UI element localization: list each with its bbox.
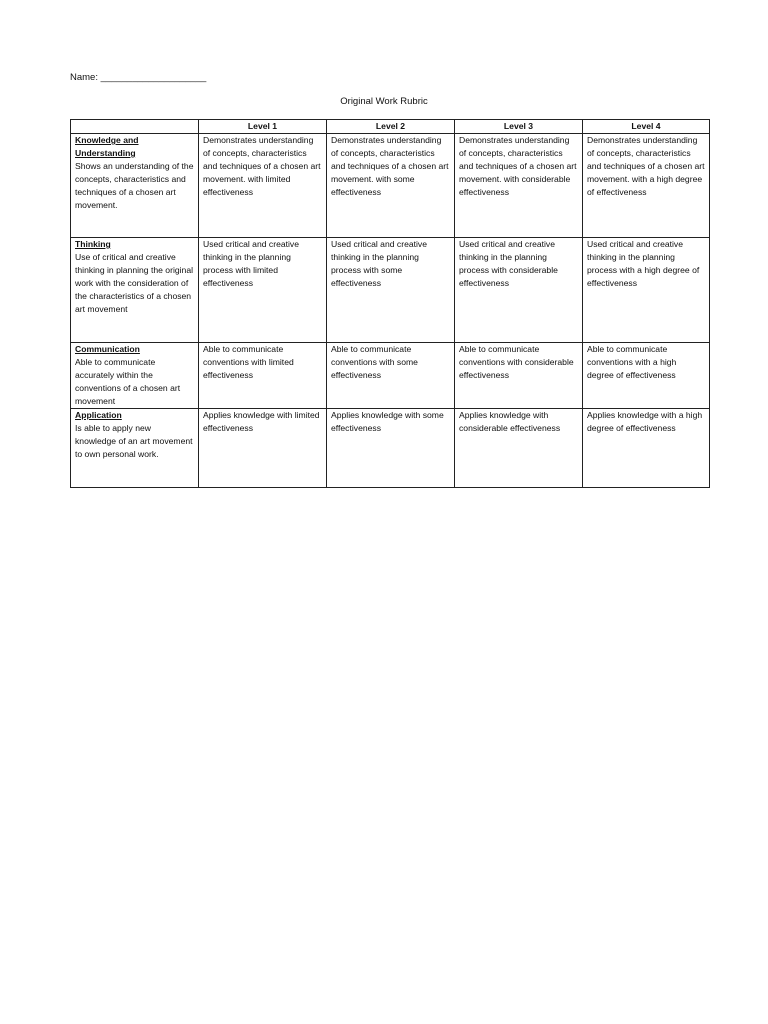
criterion-description: Shows an understanding of the concepts, characteristics and techniques of a chosen art movement. bbox=[75, 161, 194, 210]
criterion-title: Thinking bbox=[75, 239, 111, 249]
level-2-cell: Able to communicate conventions with some effectiveness bbox=[327, 343, 455, 409]
level-2-cell: Used critical and creative thinking in the planning process with some effectiveness bbox=[327, 238, 455, 343]
criterion-title: Knowledge and Understanding bbox=[75, 135, 139, 158]
rubric-table bbox=[70, 119, 710, 488]
criterion-cell bbox=[71, 343, 199, 409]
column-header-level-1: Level 1 bbox=[199, 120, 327, 134]
criterion-cell bbox=[71, 134, 199, 238]
criterion-title: Application bbox=[75, 410, 122, 420]
level-3-cell: Applies knowledge with considerable effectiveness bbox=[455, 409, 583, 488]
level-3-cell: Able to communicate conventions with considerable effectiveness bbox=[455, 343, 583, 409]
criterion-title: Communication bbox=[75, 344, 140, 354]
table-row-thinking bbox=[71, 238, 710, 343]
level-4-cell: Demonstrates understanding of concepts, characteristics and techniques of a chosen art movement. with a high degree of effectiveness bbox=[583, 134, 710, 238]
level-1-cell: Able to communicate conventions with limited effectiveness bbox=[199, 343, 327, 409]
level-4-cell: Able to communicate conventions with a high degree of effectiveness bbox=[583, 343, 710, 409]
column-header-level-4: Level 4 bbox=[583, 120, 710, 134]
column-header-criterion bbox=[71, 120, 199, 134]
criterion-description: Use of critical and creative thinking in planning the original work with the consideration of the characteristics of a chosen art movement bbox=[75, 252, 194, 314]
level-4-cell: Used critical and creative thinking in the planning process with a high degree of effectiveness bbox=[583, 238, 710, 343]
criterion-cell bbox=[71, 409, 199, 488]
level-4-cell: Applies knowledge with a high degree of effectiveness bbox=[583, 409, 710, 488]
level-1-cell: Applies knowledge with limited effectiveness bbox=[199, 409, 327, 488]
table-row-knowledge bbox=[71, 134, 710, 238]
level-2-cell: Demonstrates understanding of concepts, characteristics and techniques of a chosen art movement. with some effectiveness bbox=[327, 134, 455, 238]
table-row-communication bbox=[71, 343, 710, 409]
level-3-cell: Demonstrates understanding of concepts, characteristics and techniques of a chosen art movement. with considerable effectiveness bbox=[455, 134, 583, 238]
column-header-level-3: Level 3 bbox=[455, 120, 583, 134]
level-1-cell: Demonstrates understanding of concepts, characteristics and techniques of a chosen art movement. with limited effectiveness bbox=[199, 134, 327, 238]
level-2-cell: Applies knowledge with some effectiveness bbox=[327, 409, 455, 488]
table-header-row bbox=[71, 120, 710, 134]
criterion-description: Is able to apply new knowledge of an art movement to own personal work. bbox=[75, 423, 193, 459]
table-row-application bbox=[71, 409, 710, 488]
name-field-line: Name: ____________________ bbox=[70, 72, 207, 83]
document-title: Original Work Rubric bbox=[340, 96, 428, 107]
column-header-level-2: Level 2 bbox=[327, 120, 455, 134]
criterion-cell bbox=[71, 238, 199, 343]
level-1-cell: Used critical and creative thinking in the planning process with limited effectiveness bbox=[199, 238, 327, 343]
level-3-cell: Used critical and creative thinking in the planning process with considerable effectiveness bbox=[455, 238, 583, 343]
criterion-description: Able to communicate accurately within the conventions of a chosen art movement bbox=[75, 357, 181, 406]
